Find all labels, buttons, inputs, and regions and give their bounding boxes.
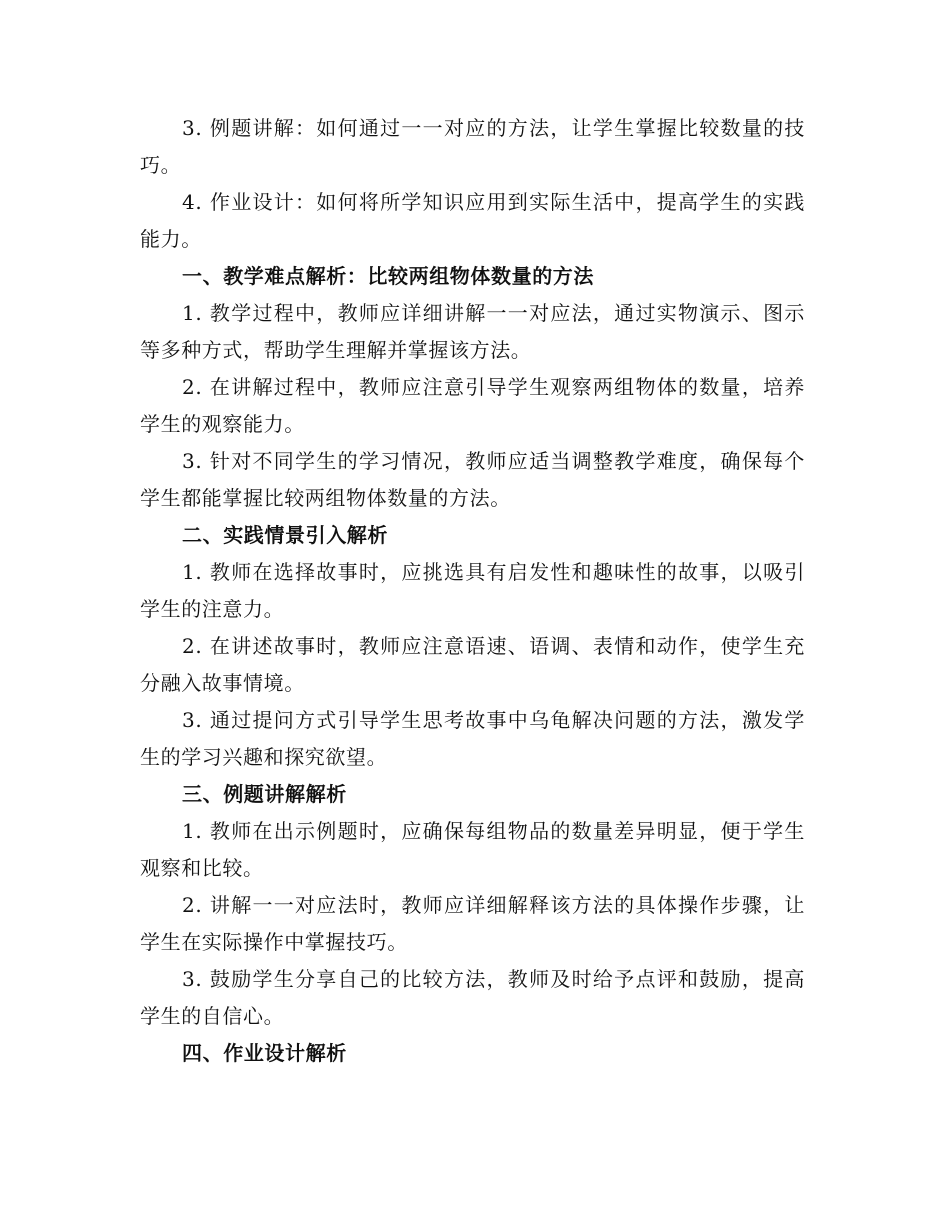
paragraph-3-2: 2. 讲解一一对应法时，教师应详细解释该方法的具体操作步骤，让学生在实际操作中掌握技巧。 (140, 893, 805, 954)
paragraph-1-2: 2. 在讲解过程中，教师应注意引导学生观察两组物体的数量，培养学生的观察能力。 (140, 375, 805, 436)
paragraph-2-3: 3. 通过提问方式引导学生思考故事中乌龟解决问题的方法，激发学生的学习兴趣和探究欲望。 (140, 708, 805, 769)
section-heading-1: 一、教学难点解析：比较两组物体数量的方法 (182, 264, 594, 288)
paragraph-2-1: 1. 教师在选择故事时，应挑选具有启发性和趣味性的故事，以吸引学生的注意力。 (140, 560, 805, 621)
section-heading-4: 四、作业设计解析 (182, 1041, 347, 1065)
paragraph-example-explanation: 3. 例题讲解：如何通过一一对应的方法，让学生掌握比较数量的技巧。 (140, 116, 805, 177)
document-page (140, 110, 805, 1072)
paragraph-homework-design: 4. 作业设计：如何将所学知识应用到实际生活中，提高学生的实践能力。 (140, 190, 805, 251)
paragraph-1-3: 3. 针对不同学生的学习情况，教师应适当调整教学难度，确保每个学生都能掌握比较两组物体数量的方法。 (140, 449, 805, 510)
paragraph-1-1: 1. 教学过程中，教师应详细讲解一一对应法，通过实物演示、图示等多种方式，帮助学生理解并掌握该方法。 (140, 301, 805, 362)
paragraph-3-3: 3. 鼓励学生分享自己的比较方法，教师及时给予点评和鼓励，提高学生的自信心。 (140, 967, 805, 1028)
section-heading-3: 三、例题讲解解析 (182, 782, 347, 806)
paragraph-3-1: 1. 教师在出示例题时，应确保每组物品的数量差异明显，便于学生观察和比较。 (140, 819, 805, 880)
section-heading-2: 二、实践情景引入解析 (182, 523, 388, 547)
paragraph-2-2: 2. 在讲述故事时，教师应注意语速、语调、表情和动作，使学生充分融入故事情境。 (140, 634, 805, 695)
